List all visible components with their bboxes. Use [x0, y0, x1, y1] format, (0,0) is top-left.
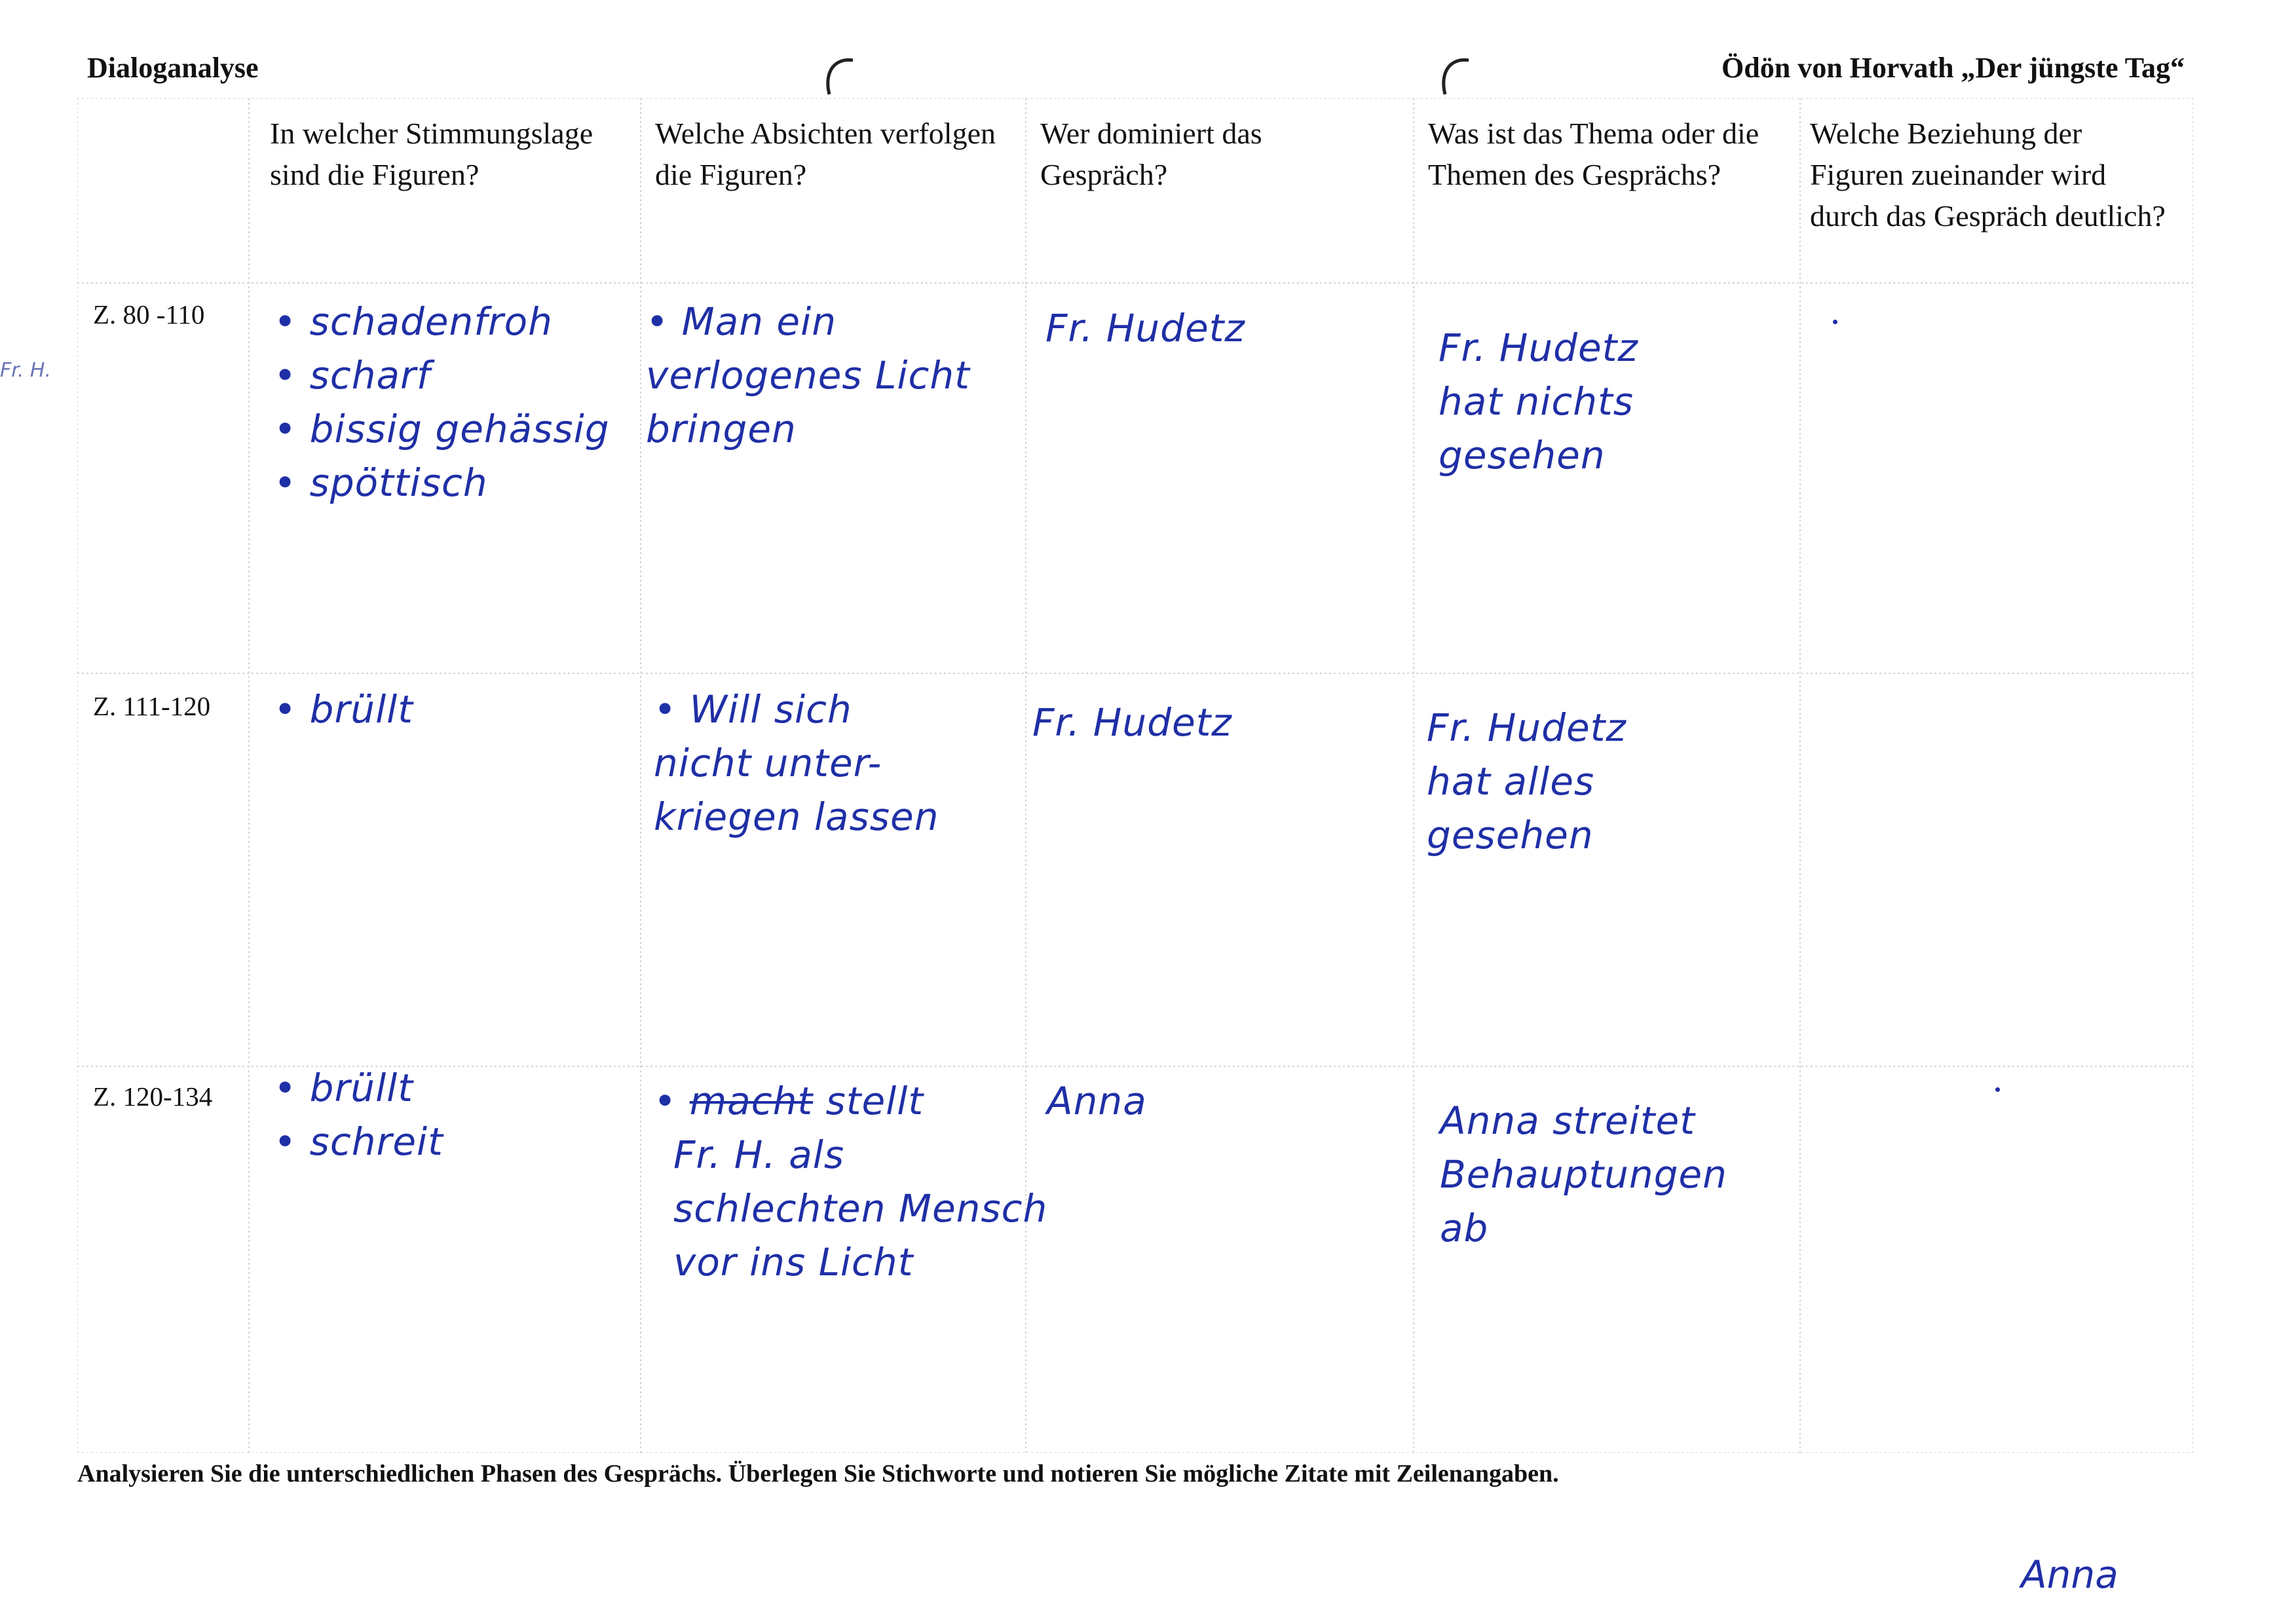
- handwritten-dominance: Fr. Hudetz: [1032, 700, 1232, 745]
- row-label: Z. 111-120: [93, 691, 211, 721]
- handwritten-intention: Fr. H. als schlechten Mensch vor ins Licht: [673, 1133, 1048, 1284]
- row-label: Z. 120-134: [93, 1081, 213, 1112]
- column-header-relationship: Welche Beziehung der Figuren zueinander wird durch das Gespräch deutlich?: [1810, 117, 2166, 233]
- analysis-table: [77, 98, 2193, 1453]
- corner-handwritten-note: Anna: [2021, 1552, 2118, 1597]
- handwritten-intention: • Will sich nicht unter- kriegen lassen: [654, 687, 939, 839]
- handwritten-topic: Fr. Hudetz hat alles gesehen: [1427, 705, 1627, 857]
- handwritten-topic: Fr. Hudetz hat nichts gesehen: [1439, 326, 1638, 477]
- column-header-dominance: Wer dominiert das Gespräch?: [1040, 117, 1262, 191]
- column-header-topics: Was ist das Thema oder die Themen des Gesprächs?: [1428, 117, 1760, 191]
- column-header-mood: In welcher Stimmungslage sind die Figuren?: [270, 117, 593, 191]
- handwritten-dominance: Fr. Hudetz: [1045, 306, 1245, 350]
- handwritten-topic: Anna streitet Behauptungen ab: [1440, 1098, 1727, 1250]
- punch-hole-mark: [819, 54, 865, 100]
- work-title: Ödön von Horvath „Der jüngste Tag“: [1722, 52, 2185, 84]
- struck-word: macht: [689, 1079, 814, 1123]
- handwritten-mood: • brüllt • schreit: [274, 1066, 443, 1164]
- page-title: Dialoganalyse: [87, 52, 259, 84]
- handwritten-intention: • Man ein verlogenes Licht bringen: [646, 299, 970, 451]
- handwritten-mood: • schadenfroh • scharf • bissig gehässig • spöttisch: [274, 299, 610, 505]
- punch-hole-mark: [1435, 54, 1480, 100]
- handwritten-dominance: Anna: [1047, 1079, 1147, 1123]
- ink-dot: [1833, 320, 1837, 324]
- margin-note: Fr. H.: [0, 359, 52, 382]
- ink-dot: [1995, 1087, 2000, 1092]
- task-instruction: Analysieren Sie die unterschiedlichen Phasen des Gesprächs. Überlegen Sie Stichworte und notieren Sie mögliche Zitate mit Zeilenangaben.: [77, 1460, 1559, 1488]
- handwritten-intention-first-line: • macht stellt: [654, 1079, 924, 1123]
- handwritten-intention-verb: stellt: [813, 1079, 924, 1123]
- column-header-intentions: Welche Absichten verfolgen die Figuren?: [655, 117, 996, 191]
- handwritten-mood: • brüllt: [274, 687, 414, 732]
- row-label: Z. 80 -110: [93, 299, 205, 329]
